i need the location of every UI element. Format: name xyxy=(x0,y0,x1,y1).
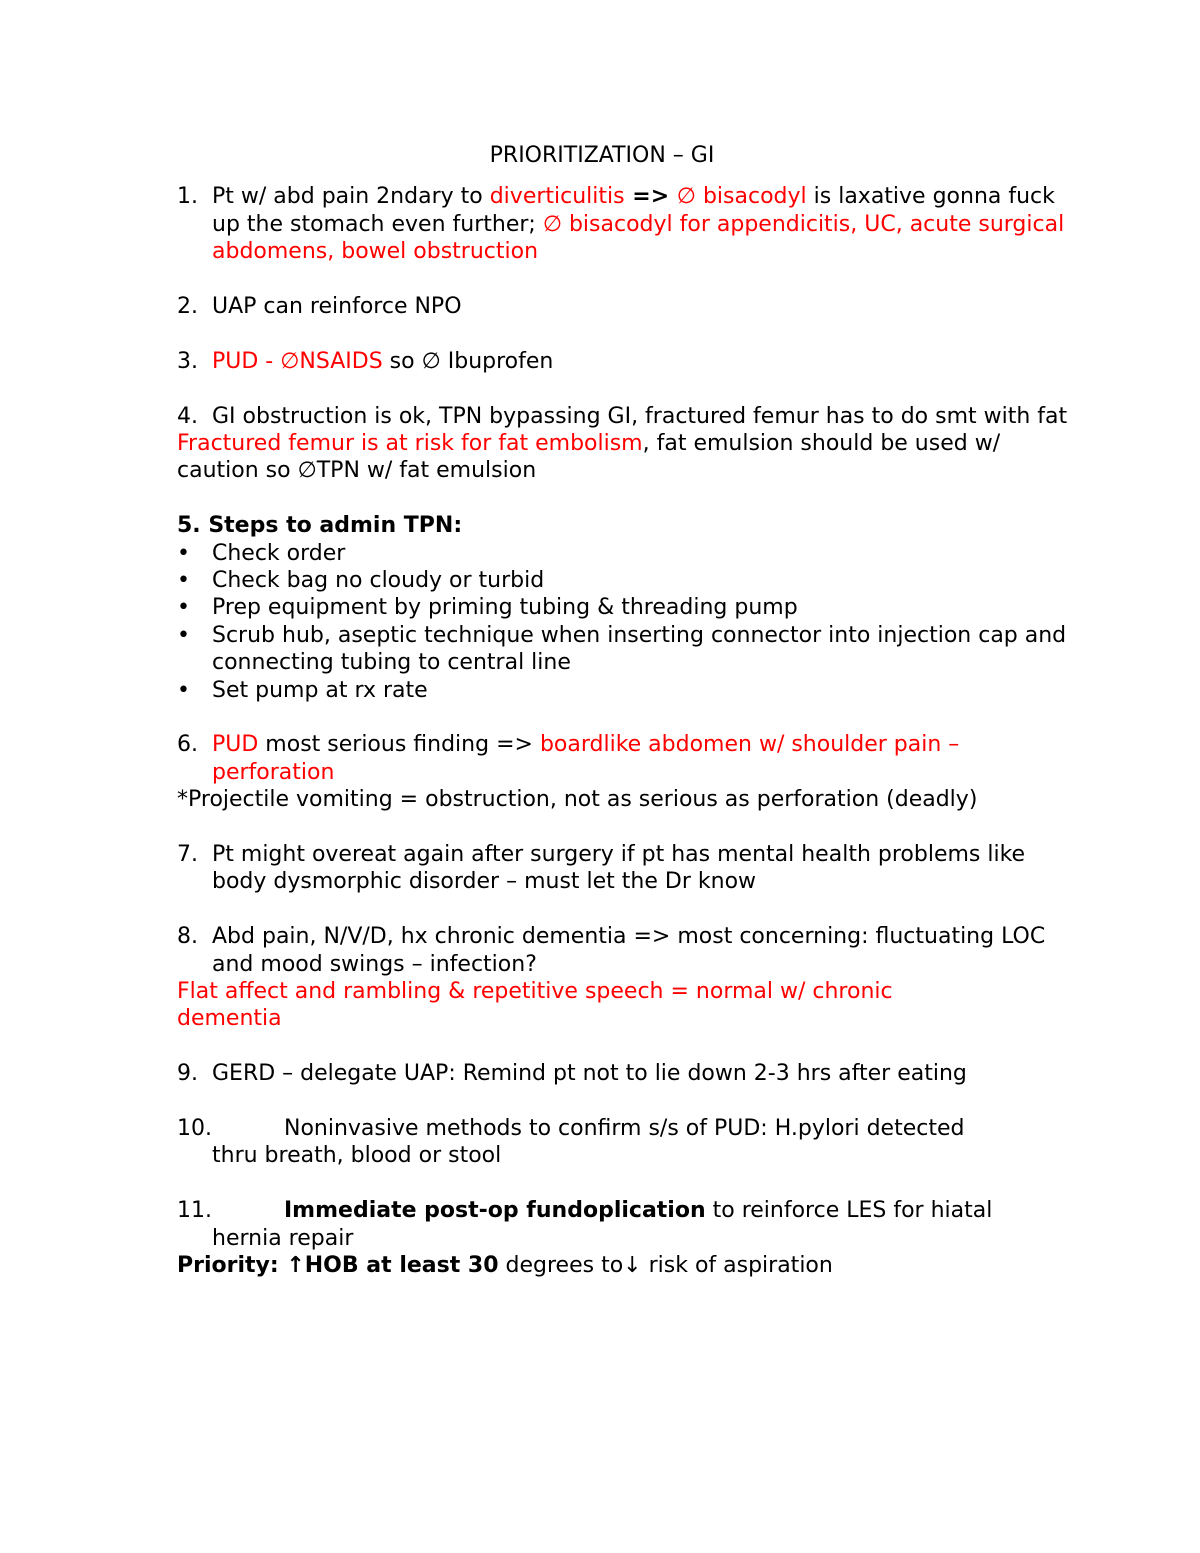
list-item-11 xyxy=(177,1197,1077,1252)
item-text: Pt w/ abd pain 2ndary to xyxy=(212,184,490,210)
bullet-text: Set pump at rx rate xyxy=(212,677,428,703)
bullet-item xyxy=(177,567,1077,594)
list-item-2 xyxy=(177,293,1077,320)
item-number: 1. xyxy=(177,184,198,210)
highlight-text: boardlike abdomen w/ shoulder pain – perforation xyxy=(212,732,960,785)
item-number: 4. xyxy=(177,403,198,429)
item-text: , fat emulsion should be used w/ caution so ∅TPN w/ fat emulsion xyxy=(177,431,1001,484)
item-text: is laxative gonna fuck up the stomach even further; xyxy=(212,184,1055,237)
bullet-item xyxy=(177,540,1077,567)
highlight-text: PUD - ∅NSAIDS xyxy=(212,348,383,374)
list-item-1 xyxy=(177,183,1077,265)
item-text: hernia repair xyxy=(212,1225,354,1251)
list-item-10 xyxy=(177,1115,1077,1170)
item-11-note xyxy=(177,1252,1077,1279)
highlight-text: ∅ bisacodyl for appendicitis, UC, acute surgical abdomens, bowel obstruction xyxy=(212,211,1065,265)
bullet-text: Scrub hub, aseptic technique when inserting connector into injection cap and connecting tubing to central line xyxy=(212,622,1067,676)
item-number: 3. xyxy=(177,348,198,374)
list-item-6 xyxy=(177,731,1077,786)
item-text: to reinforce LES for hiatal xyxy=(705,1198,993,1224)
item-text: UAP can reinforce NPO xyxy=(212,294,462,320)
bullet-text: Check order xyxy=(212,540,346,566)
item-number: 9. xyxy=(177,1061,198,1087)
page-title: PRIORITIZATION – GI xyxy=(489,143,715,168)
item-4-note xyxy=(177,430,1047,485)
highlight-text: Fractured femur is at risk for fat embolism xyxy=(177,431,643,457)
item-number: 7. xyxy=(177,842,198,868)
bullet-icon: • xyxy=(177,622,190,648)
list-item-4 xyxy=(177,403,1077,430)
bold-text: Priority: ↑HOB at least 30 xyxy=(177,1253,499,1279)
item-number: 8. xyxy=(177,924,198,950)
bullet-icon: • xyxy=(177,677,190,703)
item-6-note: *Projectile vomiting = obstruction, not as serious as perforation (deadly) xyxy=(177,787,978,813)
bullet-list xyxy=(177,540,1077,704)
arrow-text: => xyxy=(624,184,677,210)
item-text: most serious finding => xyxy=(258,732,540,758)
list-item-7 xyxy=(177,841,1077,896)
item-text: GERD – delegate UAP: Remind pt not to lie down 2-3 hrs after eating xyxy=(212,1061,967,1087)
item-text: GI obstruction is ok, TPN bypassing GI, fractured femur has to do smt with fat xyxy=(212,403,1068,429)
bullet-text: Check bag no cloudy or turbid xyxy=(212,568,545,594)
item-text: Abd pain, N/V/D, hx chronic dementia => most concerning: fluctuating LOC and mood swings – infection? xyxy=(212,924,1046,977)
item-number: 11. xyxy=(177,1198,212,1224)
item-text: thru breath, blood or stool xyxy=(212,1143,502,1169)
item-number: 10. xyxy=(177,1116,212,1142)
bullet-item xyxy=(177,677,1077,704)
section-heading: 5. Steps to admin TPN: xyxy=(177,513,463,539)
bullet-icon: • xyxy=(177,595,190,621)
bullet-icon: • xyxy=(177,540,190,566)
list-item-8 xyxy=(177,923,1077,978)
list-item-9 xyxy=(177,1060,1077,1087)
item-text: so ∅ Ibuprofen xyxy=(382,348,554,374)
bullet-item xyxy=(177,622,1077,677)
bullet-text: Prep equipment by priming tubing & threading pump xyxy=(212,595,798,621)
highlight-text: diverticulitis xyxy=(489,184,625,210)
bold-text: Immediate post-op fundoplication xyxy=(284,1198,706,1224)
item-text: degrees to↓ risk of aspiration xyxy=(498,1253,833,1279)
bullet-icon: • xyxy=(177,568,190,594)
document-page xyxy=(177,142,1077,1280)
highlight-text: PUD xyxy=(212,732,259,758)
item-text: Pt might overeat again after surgery if pt has mental health problems like body dysmorphic disorder – must let the Dr know xyxy=(212,842,1026,895)
item-text: Noninvasive methods to confirm s/s of PUD: H.pylori detected xyxy=(284,1116,965,1142)
item-number: 2. xyxy=(177,294,198,320)
bullet-item xyxy=(177,594,1077,621)
item-number: 6. xyxy=(177,732,198,758)
list-item-3 xyxy=(177,348,1077,375)
item-8-note: Flat affect and rambling & repetitive speech = normal w/ chronic dementia xyxy=(177,979,893,1032)
highlight-text: ∅ bisacodyl xyxy=(676,184,807,210)
